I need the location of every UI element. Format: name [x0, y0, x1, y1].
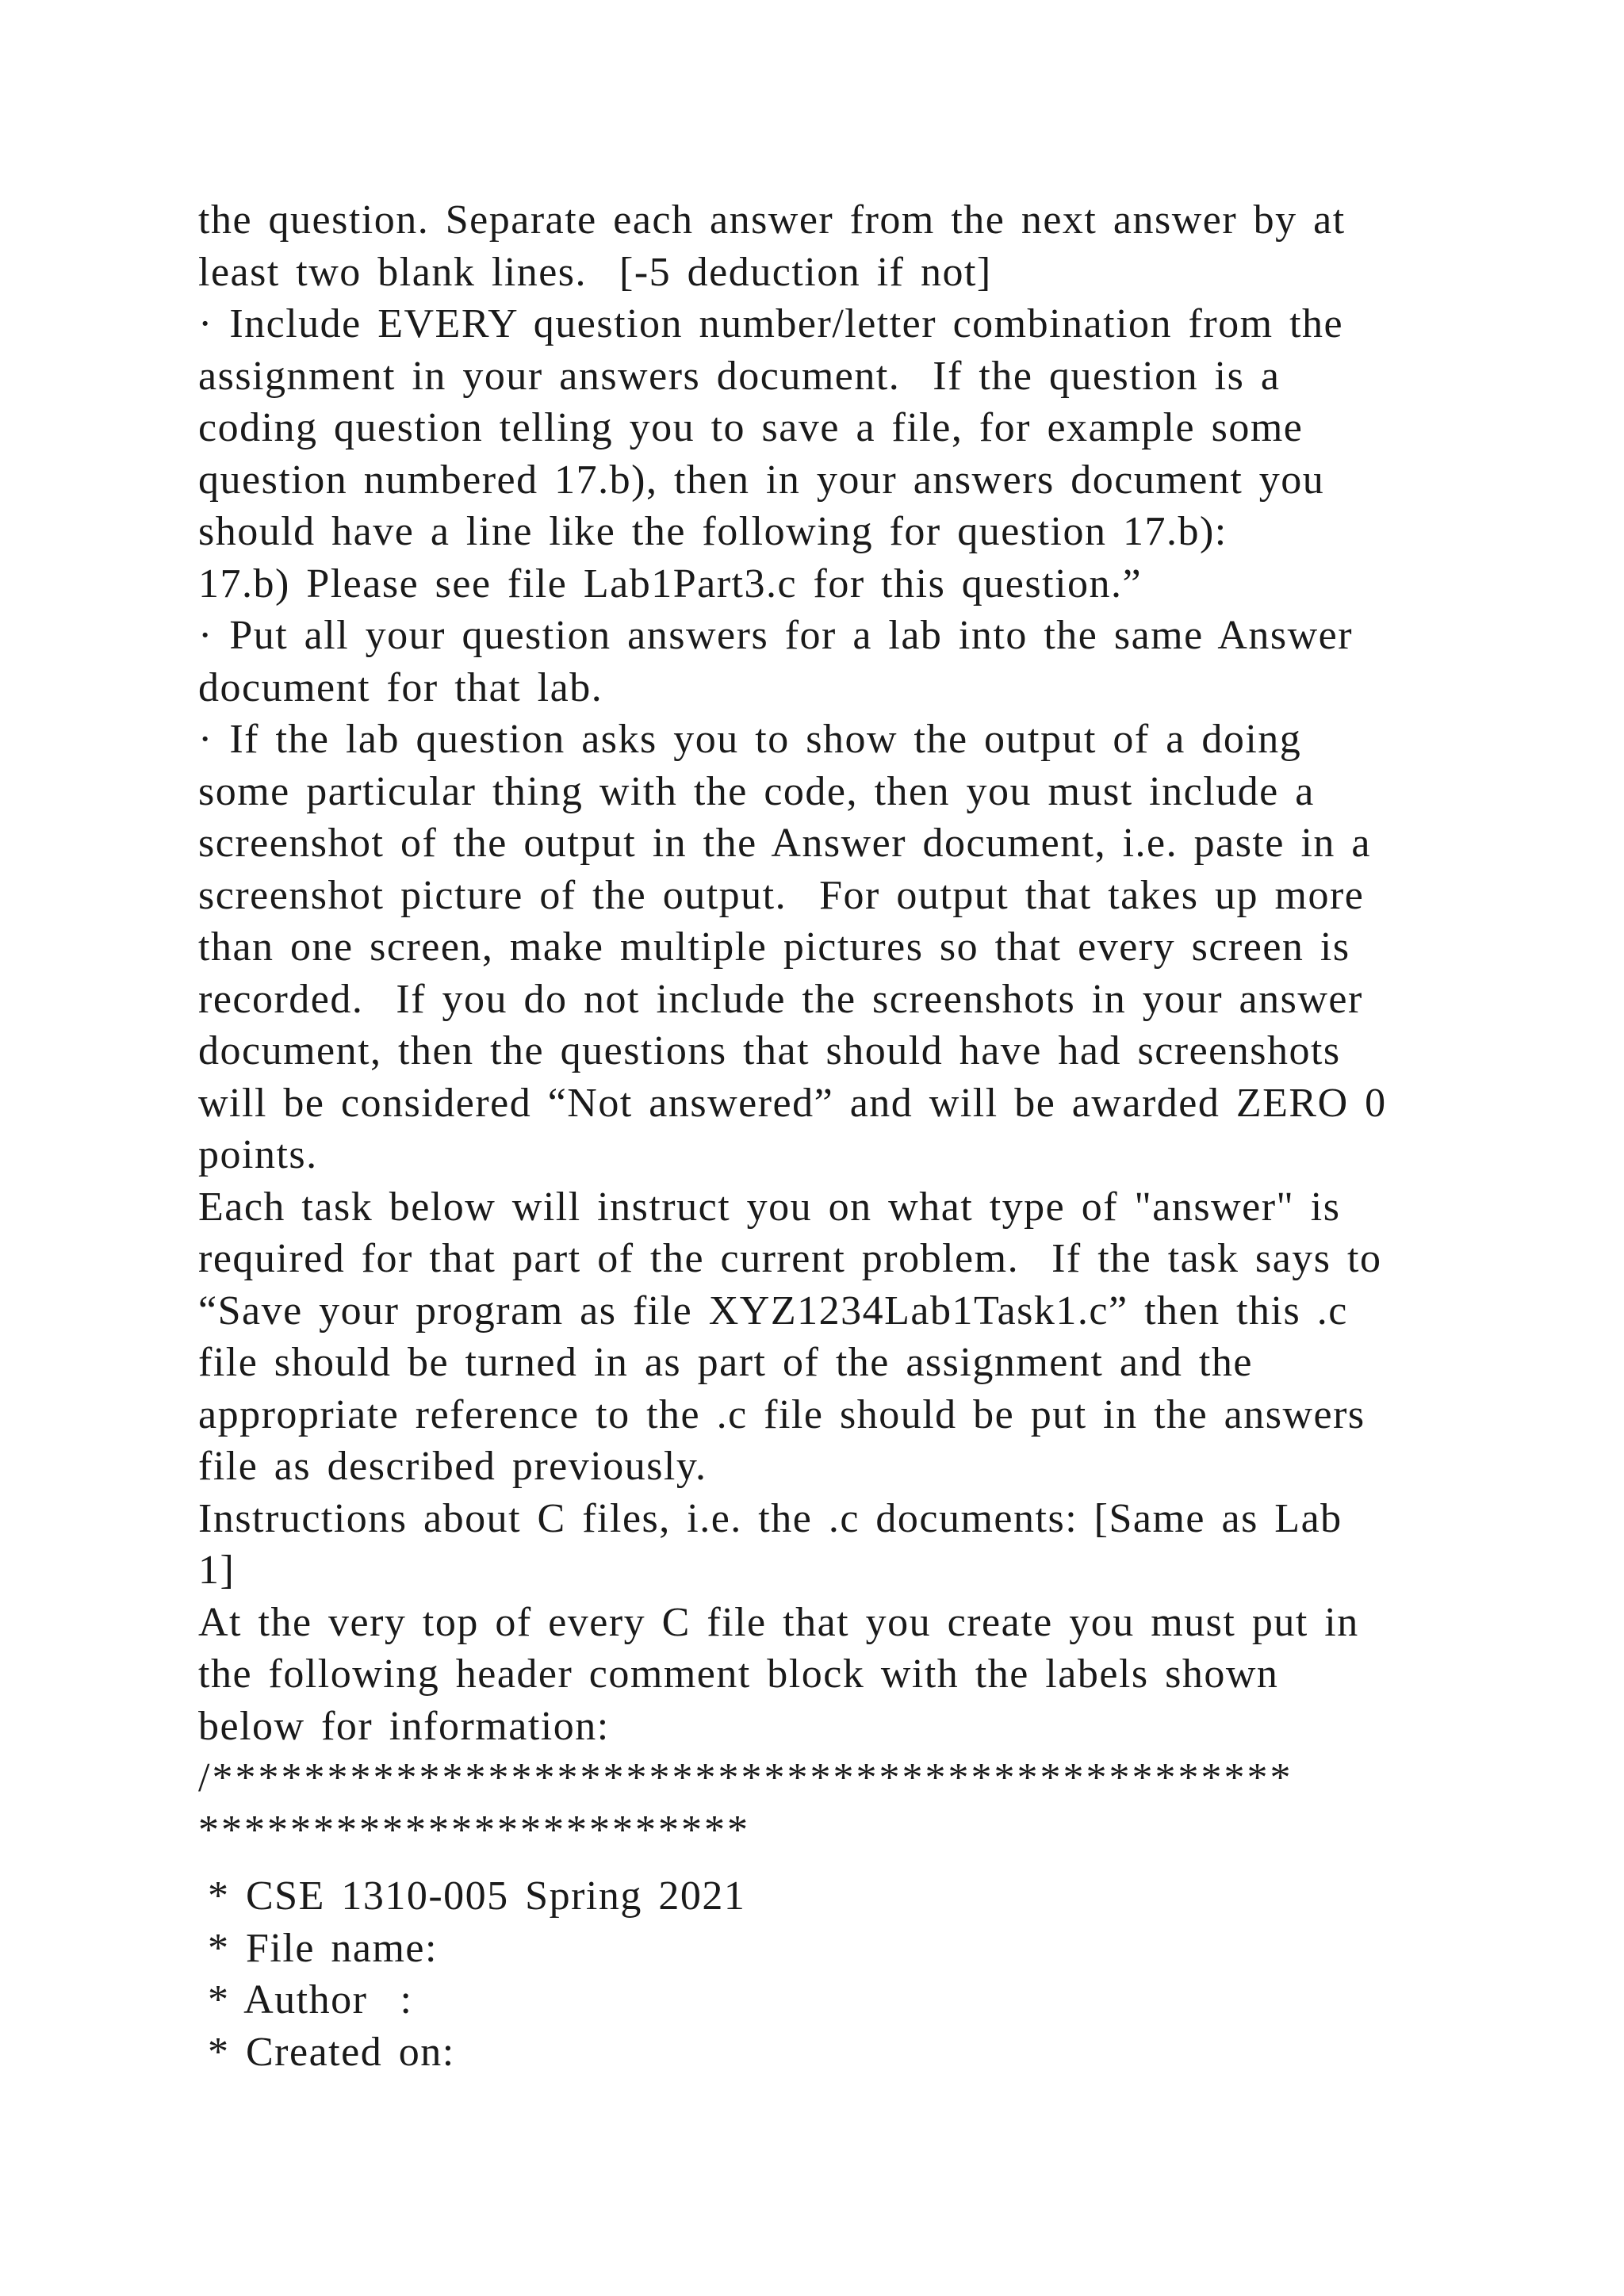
text-line-22: “Save your program as file XYZ1234Lab1Task1.c” then this .c	[198, 1288, 1348, 1334]
text-line-5: coding question telling you to save a file, for example some	[198, 405, 1304, 450]
text-line-14: screenshot picture of the output. For output that takes up more	[198, 872, 1365, 918]
comment-field-author: * Author :	[208, 1977, 413, 2022]
text-line-30: below for information:	[198, 1703, 610, 1749]
text-line-21: required for that part of the current problem. If the task says to	[198, 1236, 1382, 1281]
text-line-8: 17.b) Please see file Lab1Part3.c for this question.”	[198, 561, 1143, 607]
text-line-15: than one screen, make multiple pictures so that every screen is	[198, 924, 1350, 970]
header-comment-block	[198, 1752, 1451, 2078]
text-line-23: file should be turned in as part of the assignment and the	[198, 1340, 1253, 1385]
text-line-13: screenshot of the output in the Answer document, i.e. paste in a	[198, 821, 1372, 866]
text-line-25: file as described previously.	[198, 1444, 707, 1489]
text-line-9: · Put all your question answers for a lab into the same Answer	[198, 613, 1354, 658]
text-line-19: points.	[198, 1132, 318, 1177]
text-line-26: Instructions about C files, i.e. the .c documents: [Same as Lab	[198, 1495, 1342, 1541]
comment-stars-line-1: /***********************************************	[198, 1755, 1293, 1800]
text-line-18: will be considered “Not answered” and will be awarded ZERO 0	[198, 1080, 1387, 1126]
text-line-6: question numbered 17.b), then in your answers document you	[198, 457, 1325, 503]
text-line-29: the following header comment block with the labels shown	[198, 1651, 1279, 1697]
comment-field-created-on: * Created on:	[208, 2029, 455, 2075]
text-line-24: appropriate reference to the .c file should be put in the answers	[198, 1391, 1365, 1437]
text-line-12: some particular thing with the code, then you must include a	[198, 768, 1315, 814]
text-line-11: · If the lab question asks you to show the output of a doing	[198, 717, 1302, 762]
text-line-3: · Include EVERY question number/letter combination from the	[198, 301, 1344, 346]
text-line-1: the question. Separate each answer from the next answer by at	[198, 197, 1346, 243]
comment-field-file-name: * File name:	[208, 1925, 438, 1971]
text-line-20: Each task below will instruct you on what type of "answer" is	[198, 1184, 1341, 1230]
body-text	[198, 194, 1451, 1752]
text-line-7: should have a line like the following for question 17.b):	[198, 509, 1228, 554]
text-line-4: assignment in your answers document. If the question is a	[198, 353, 1281, 399]
comment-stars-line-2: ************************	[198, 1807, 750, 1853]
text-line-17: document, then the questions that should have had screenshots	[198, 1028, 1341, 1073]
text-line-16: recorded. If you do not include the screenshots in your answer	[198, 976, 1363, 1022]
document-page	[198, 194, 1451, 2078]
text-line-27: 1]	[198, 1548, 236, 1593]
text-line-2: least two blank lines. [-5 deduction if not]	[198, 249, 992, 295]
text-line-10: document for that lab.	[198, 664, 603, 710]
comment-field-course: * CSE 1310-005 Spring 2021	[208, 1873, 746, 1919]
comment-fields	[198, 1870, 1451, 2078]
text-line-28: At the very top of every C file that you create you must put in	[198, 1599, 1359, 1645]
